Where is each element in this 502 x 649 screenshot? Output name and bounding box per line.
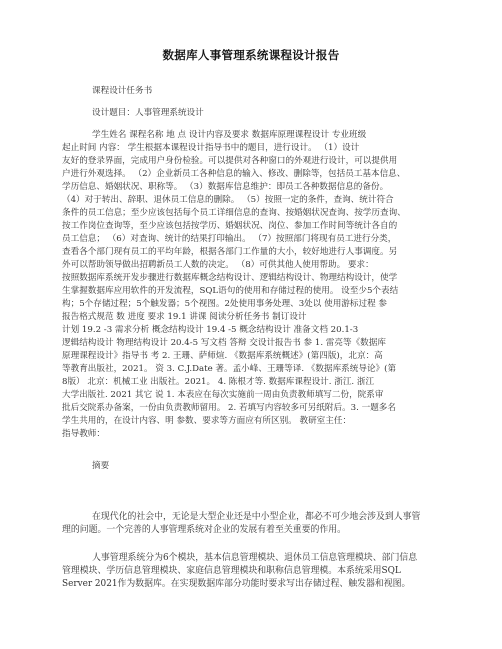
- paragraph-line: 人事管理系统分为6个模块，基本信息管理模块、退休员工信息管理模块、部门信息: [92, 553, 418, 563]
- text-line: （4）对于转出、辞职、退休员工信息的删除。 （5）按照一定的条件，查询、统计符合: [62, 195, 394, 205]
- text-line: 学历信息、婚姻状况、职称等。 （3）数据库信息维护：即员工各种数据信息的备份。: [62, 182, 389, 192]
- text-line: 查看各个部门现有员工的平均年龄，根据各部门工作量的大小，较好地进行人事调度。另: [62, 247, 398, 257]
- paragraph-line: Server 2021作为数据库。在实现数据库部分功能时要求写出存储过程、触发器和视图。: [62, 579, 411, 589]
- text-line: 学生姓名 课程名称 地 点 设计内容及要求 数据库原理课程设计 专业班级: [92, 130, 367, 140]
- paragraph-line: 在现代化的社会中，无论是大型企业还是中小型企业，都必不可少地会涉及到人事管: [92, 512, 421, 522]
- text-line: 户进行外观选择。 （2）企业新员工各种信息的输入、修改、删除等，包括员工基本信息、: [62, 169, 406, 179]
- text-line: 8版） 北京：机械工业 出版社。2021。 4. 陈根才等. 数据库课程设计. 浙江. 浙江: [62, 377, 375, 387]
- text-line: 构；5个存储过程；5个触发器；5个视图。2处使用事务处理、3处以 使用游标过程 参: [62, 299, 387, 309]
- abstract-heading: 摘要: [92, 461, 110, 471]
- text-line: 条件的员工信息；至少应该包括每个员工详细信息的查询、按婚姻状况查询、按学历查询、: [62, 208, 406, 218]
- text-line: 起止时间 内容： 学生根据本课程设计指导书中的题目，进行设计。 （1）设计: [62, 143, 360, 153]
- text-line: 学生共用的，在设计内容、明 参数、要求等方面应有所区别。 教研室主任：: [62, 416, 352, 426]
- text-line: 报告格式规范 数 进度 要求 19.1 讲课 阅读分析任务书 制订设计: [62, 312, 307, 322]
- paragraph-line: 理的问题。一个完善的人事管理系统对企业的发展有着至关重要的作用。: [62, 525, 346, 535]
- text-line: 计划 19.2 -3 需求分析 概念结构设计 19.4 -5 概念结构设计 准备文档 20.1-3: [62, 325, 359, 335]
- text-line: 批后交院系办备案，一份由负责教师留用。 2. 若填写内容较多可另纸附后。3. 一题多名: [62, 403, 396, 413]
- document-title: 数据库人事管理系统课程设计报告: [162, 48, 340, 62]
- text-line: 员工信息； （6）对查询、统计的结果打印输出。 （7）按照部门将现有员工进行分类，: [62, 234, 397, 244]
- text-line: 指导教师：: [62, 429, 105, 439]
- text-line: 逻辑结构设计 物理结构设计 20.4-5 写文档 答辩 交设计报告书 参 1. 雷亮等《数据库: [62, 338, 386, 348]
- text-line: 按工作岗位查询等，至少应该包括按学历、婚姻状况、岗位、参加工作时间等统计各自的: [62, 221, 398, 231]
- text-line: 原理课程设计》指导书 考 2. 王珊、萨师煊. 《数据库系统概述》(第四版)，北京：高: [62, 351, 383, 361]
- text-line: 等教育出版社，2021。 资 3. C.J.Date 著。孟小峰、王珊等译. 《数据库系统导论》(第: [62, 364, 397, 374]
- text-line: 课程设计任务书: [92, 86, 153, 96]
- text-line: 大学出版社. 2021 其它 说 1. 本表应在每次实施前一周由负责教师填写二份，院系审: [62, 390, 384, 400]
- text-line: 外可以帮助领导做出招聘新员工人数的决定。 （8）可供其他人使用帮助。 要求：: [62, 260, 374, 270]
- text-line: 友好的登录界面，完成用户身份检验。可以提供对各种窗口的外观进行设计，可以提供用: [62, 156, 398, 166]
- text-line: 设计题目：人事管理系统设计: [92, 108, 204, 118]
- text-line: 按照数据库系统开发步骤进行数据库概念结构设计、逻辑结构设计、物理结构设计，使学: [62, 273, 398, 283]
- paragraph-line: 管理模块、学历信息管理模块、家庭信息管理模块和职称信息管理模。本系统采用SQL: [62, 566, 401, 576]
- text-line: 生掌握数据库应用软件的开发流程，SQL语句的使用和存储过程的使用。 设至少5个表结: [62, 286, 399, 296]
